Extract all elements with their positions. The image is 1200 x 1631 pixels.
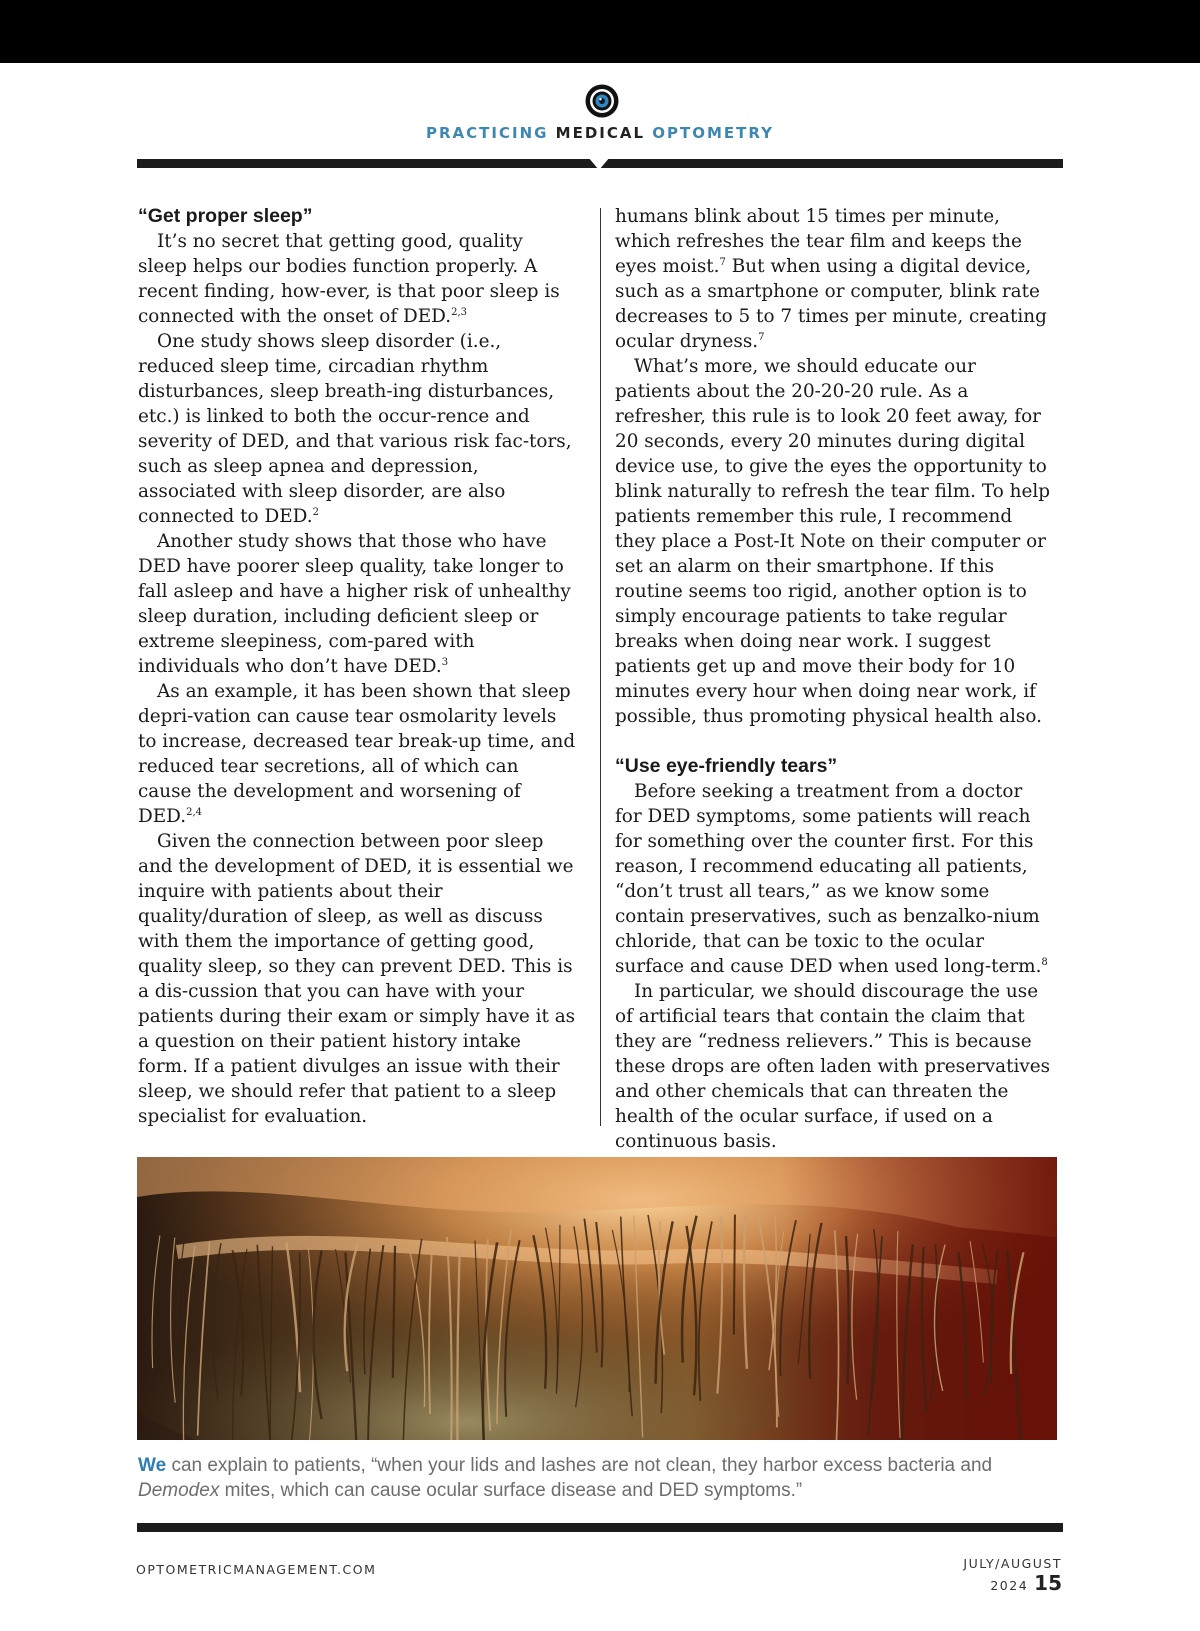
paragraph <box>138 529 576 679</box>
column-divider <box>600 208 601 1126</box>
reference: 2 <box>312 506 319 518</box>
right-column <box>615 204 1053 1279</box>
paragraph: In particular, we should discourage the use of artificial tears that contain the claim that they are “redness relievers.” This is because these drops are often laden with preservatives and other chemicals that can threaten the health of the ocular surface, if used on a continuous basis. <box>615 981 1051 1152</box>
footer-site: OPTOMETRICMANAGEMENT.COM <box>136 1562 377 1577</box>
figure-caption <box>138 1453 1060 1503</box>
caption-italic: Demodex <box>138 1480 220 1501</box>
paragraph-text: Another study shows that those who have DED have poorer sleep quality, take longer to fall asleep and have a higher risk of unhealthy sleep duration, including deficient sleep or extreme sleepiness, com-pared with individuals who don’t have DED. <box>138 531 571 677</box>
paragraph <box>138 679 576 829</box>
reference: 7 <box>758 331 765 343</box>
paragraph-text: It’s no secret that getting good, quality sleep helps our bodies function properly. A recent finding, how-ever, is that poor sleep is connected with the onset of DED. <box>138 231 560 327</box>
reference: 2,3 <box>451 306 468 318</box>
footer-rule <box>137 1523 1063 1532</box>
paragraph-text: As an example, it has been shown that sleep depri-vation can cause tear osmolarity levels to increase, decreased tear break-up time, and reduced tear secretions, all of which can cause the development and worsening of DED. <box>138 681 576 827</box>
paragraph-text: humans blink about 15 times per minute, which refreshes the tear film and keeps the eyes moist. <box>615 206 1022 277</box>
top-black-bar <box>0 0 1200 63</box>
heading-use-eye-friendly-tears: “Use eye-friendly tears” <box>615 755 838 777</box>
reference: 3 <box>441 656 449 668</box>
paragraph <box>138 229 576 329</box>
dept-label-practicing: PRACTICING <box>426 124 556 142</box>
paragraph-text: But when using a digital device, such as a smartphone or computer, blink rate decreases to 5 to 7 times per minute, creating ocular dryness. <box>615 256 1047 352</box>
reference: 8 <box>1041 956 1048 968</box>
eye-logo-icon <box>585 84 619 118</box>
footer-issue-page <box>890 1556 1062 1595</box>
eyelash-closeup-photo <box>137 1157 1057 1440</box>
paragraph <box>615 204 1053 354</box>
heading-get-proper-sleep: “Get proper sleep” <box>138 205 313 227</box>
reference: 7 <box>719 256 726 268</box>
paragraph <box>138 329 576 529</box>
left-column <box>138 204 576 1304</box>
department-header <box>0 124 1200 142</box>
caption-text: can explain to patients, “when your lids and lashes are not clean, they harbor excess bacteria and <box>166 1455 993 1476</box>
paragraph: What’s more, we should educate our patients about the 20-20-20 rule. As a refresher, this rule is to look 20 feet away, for 20 seconds, every 20 minutes during digital device use, to give the eyes the opportunity to blink naturally to refresh the tear film. To help patients remember this rule, I recommend they place a Post-It Note on their computer or set an alarm on their smartphone. If this routine seems too rigid, another option is to simply encourage patients to take regular breaks when doing near work. I suggest patients get up and move their body for 10 minutes every hour when doing near work, if possible, thus promoting physical health also. <box>615 356 1051 727</box>
paragraph: Given the connection between poor sleep and the development of DED, it is essential we inquire with patients about their quality/duration of sleep, as well as discuss with them the importance of getting good, quality sleep, so they can prevent DED. This is a dis-cussion that you can have with your patients during their exam or simply have it as a question on their patient history intake form. If a patient divulges an issue with their sleep, we should refer that patient to a sleep specialist for evaluation. <box>138 831 576 1127</box>
footer-issue: JULY/AUGUST 2024 <box>963 1556 1062 1593</box>
paragraph-text: Before seeking a treatment from a doctor for DED symptoms, some patients will reach for something over the counter first. For this reason, I recommend educating all patients, “don’t trust all tears,” as we know some contain preservatives, such as benzalko-nium chloride, that can be toxic to the ocular surface and cause DED when used long-term. <box>615 781 1042 977</box>
page-number: 15 <box>1034 1571 1062 1595</box>
reference: 2,4 <box>186 806 203 818</box>
header-rule-notch <box>588 157 610 170</box>
paragraph-text: One study shows sleep disorder (i.e., reduced sleep time, circadian rhythm disturbances, sleep breath-ing disturbances, etc.) is linked to both the occur-rence and severity of DED, and that various risk fac-tors, such as sleep apnea and depression, associated with sleep disorder, are also connected to DED. <box>138 331 572 527</box>
caption-text: mites, which can cause ocular surface disease and DED symptoms.” <box>219 1480 803 1501</box>
caption-lead: We <box>138 1455 167 1476</box>
eyelash <box>734 1215 735 1335</box>
dept-label-optometry: OPTOMETRY <box>645 124 774 142</box>
dept-label-medical: MEDICAL <box>555 124 646 142</box>
paragraph <box>615 779 1053 979</box>
